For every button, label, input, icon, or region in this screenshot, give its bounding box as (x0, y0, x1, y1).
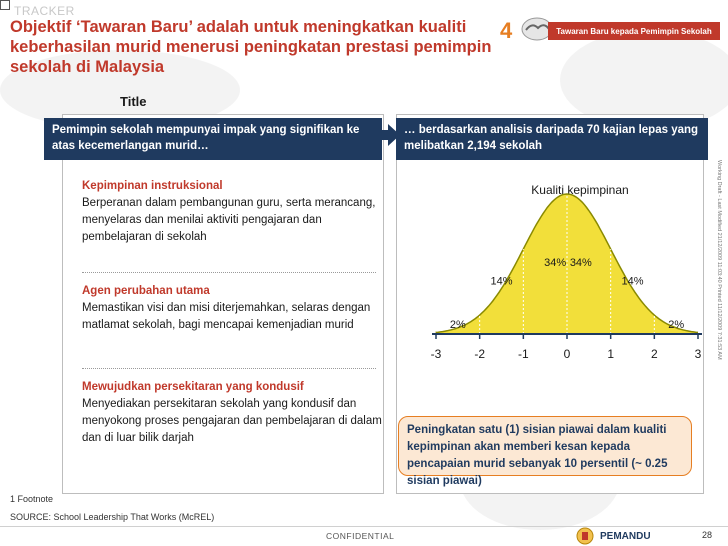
segment-percent-label: 34% (544, 257, 567, 269)
x-tick-label: 1 (607, 347, 615, 361)
section-title: Agen perubahan utama (82, 285, 210, 297)
crest-icon (576, 527, 594, 545)
x-tick-label: -2 (474, 347, 486, 361)
left-panel-heading: Pemimpin sekolah mempunyai impak yang signifikan ke atas kecemerlangan murid… (44, 118, 382, 160)
section-number: 4 (500, 18, 513, 43)
brand-logo (600, 528, 690, 544)
key-finding-callout: Peningkatan satu (1) sisian piawai dalam kualiti kepimpinan akan memberi kesan kepada pencapaian murid sebanyak 10 persentil (~ 0.25 sisian piawai) (398, 416, 692, 476)
x-tick-label: 0 (563, 347, 571, 361)
section-change-agent (82, 283, 382, 334)
section-body: Berperanan dalam pembangunan guru, serta merancang, menyelaras dan menilai aktiviti pengajaran dan pembelajaran di sekolah (82, 197, 376, 243)
draft-side-note: Working Draft - Last Modified 21/12/2009 11:03:40 Printed 11/12/2009 7:31:53 AM (716, 160, 722, 360)
slide-subtitle: Title (120, 94, 147, 109)
confidential-label: CONFIDENTIAL (326, 531, 395, 541)
bell-curve-chart (396, 160, 702, 370)
segment-percent-label: 2% (668, 319, 685, 331)
x-tick-label: 3 (694, 347, 702, 361)
section-title: Kepimpinan instruksional (82, 180, 223, 192)
chart-title: Kualiti kepimpinan (531, 183, 629, 197)
footer-divider (0, 526, 728, 527)
segment-percent-label: 2% (449, 319, 466, 331)
tracker-label: TRACKER (14, 4, 75, 18)
section-title: Mewujudkan persekitaran yang kondusif (82, 381, 304, 393)
footnote: 1 Footnote (10, 494, 54, 504)
x-tick-label: -3 (430, 347, 442, 361)
divider (82, 272, 376, 273)
x-tick-label: 2 (650, 347, 658, 361)
corner-marker (0, 0, 10, 10)
segment-percent-label: 14% (621, 275, 644, 288)
brand-name: PEMANDU (600, 530, 651, 542)
right-panel-heading: … berdasarkan analisis daripada 70 kajian lepas yang melibatkan 2,194 sekolah (396, 118, 708, 160)
x-tick-label: -1 (517, 347, 529, 361)
section-body: Memastikan visi dan misi diterjemahkan, selaras dengan matlamat sekolah, bagi mencapai kemenjadian murid (82, 302, 371, 331)
divider (82, 368, 376, 369)
source-note: SOURCE: School Leadership That Works (McREL) (10, 512, 215, 522)
segment-percent-label: 14% (490, 275, 513, 288)
section-body: Menyediakan persekitaran sekolah yang kondusif dan menyokong proses pengajaran dan pembelajaran di dalam dan di luar bilik darjah (82, 398, 382, 444)
segment-percent-label: 34% (569, 257, 592, 269)
page-number: 28 (702, 530, 713, 540)
page-title: Objektif ‘Tawaran Baru’ adalah untuk meningkatkan kualiti keberhasilan murid menerusi peningkatan prestasi pemimpin sekolah di Malaysia (10, 18, 492, 76)
section-conducive-environment (82, 379, 382, 447)
section-instructional-leadership (82, 178, 382, 246)
topic-banner: Tawaran Baru kepada Pemimpin Sekolah (548, 22, 720, 40)
